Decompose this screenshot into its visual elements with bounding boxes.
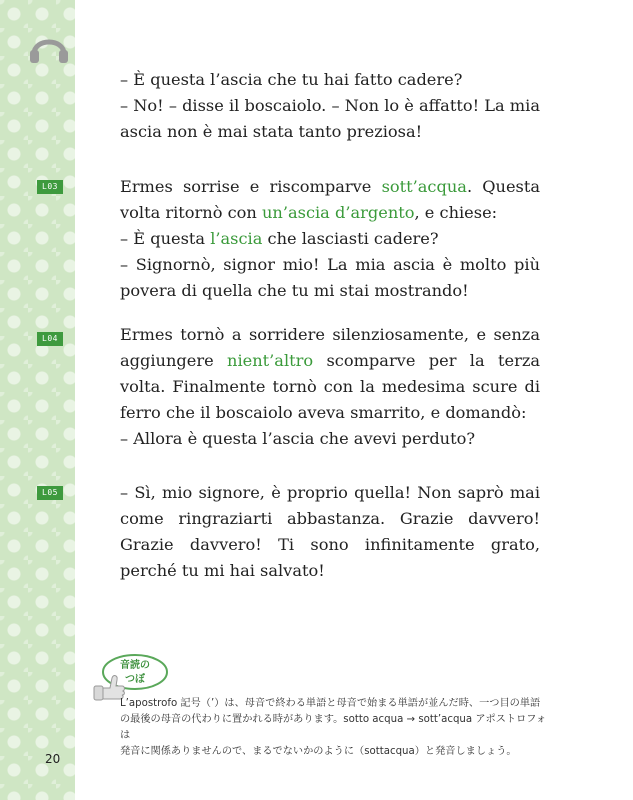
dialogue-line: – Allora è questa l’ascia che avevi perduto?	[120, 429, 476, 448]
highlight-term: sott’acqua	[381, 177, 467, 196]
highlight-term: nient’altro	[227, 351, 314, 370]
audio-track-marker-l05[interactable]: L05	[37, 486, 63, 500]
dialogue-line: – Signornò, signor mio! La mia ascia è molto più povera di quella che tu mi stai mostrando!	[120, 255, 540, 300]
highlight-term: l’ascia	[210, 229, 263, 248]
paragraph-block-2	[120, 174, 540, 304]
page-number: 20	[45, 752, 61, 766]
paragraph: Ermes tornò a sorridere silenziosamente, e senza aggiungere nient’altro scomparve per la terza volta. Finalmente tornò con la medesima scure di ferro che il boscaiolo aveva smarrito, e domandò:	[120, 325, 540, 422]
dialogue-line: – No! – disse il boscaiolo. – Non lo è affatto! La mia ascia non è mai stata tanto preziosa!	[120, 96, 540, 141]
tip-badge-line2: つぼ	[125, 674, 145, 685]
tip-line: L’apostrofo 記号（’）は、母音で終わる単語と母音で始まる単語が並んだ時、一つ目の単語	[120, 698, 541, 709]
sidebar-pattern	[0, 0, 75, 800]
paragraph-block-3	[120, 322, 540, 452]
dialogue-line: – È questa l’ascia che tu hai fatto cadere?	[120, 70, 463, 89]
headphones-icon[interactable]	[28, 30, 70, 64]
tip-badge-line1: 音読の	[120, 660, 150, 671]
dialogue-block-1	[120, 67, 540, 145]
audio-track-marker-l04[interactable]: L04	[37, 332, 63, 346]
dialogue-line: – Sì, mio signore, è proprio quella! Non saprò mai come ringraziarti abbastanza. Grazie davvero! Grazie davvero! Ti sono infinitamente grato, perché tu mi hai salvato!	[120, 483, 540, 580]
audio-track-marker-l03[interactable]: L03	[37, 180, 63, 194]
dialogue-line: – È questa l’ascia che lasciasti cadere?	[120, 229, 439, 248]
paragraph-block-4	[120, 480, 540, 584]
highlight-term: un’ascia d’argento	[261, 203, 415, 222]
tip-line: の最後の母音の代わりに置かれる時があります。sotto acqua → sott’acqua アポストロフォは	[120, 714, 547, 741]
tip-line: 発音に関係ありませんので、まるでないかのように（sottacqua）と発音しましょう。	[120, 746, 517, 757]
paragraph: Ermes sorrise e riscomparve sott’acqua. Questa volta ritornò con un’ascia d’argento, e chiese:	[120, 177, 541, 222]
reading-tip-text	[120, 696, 555, 760]
